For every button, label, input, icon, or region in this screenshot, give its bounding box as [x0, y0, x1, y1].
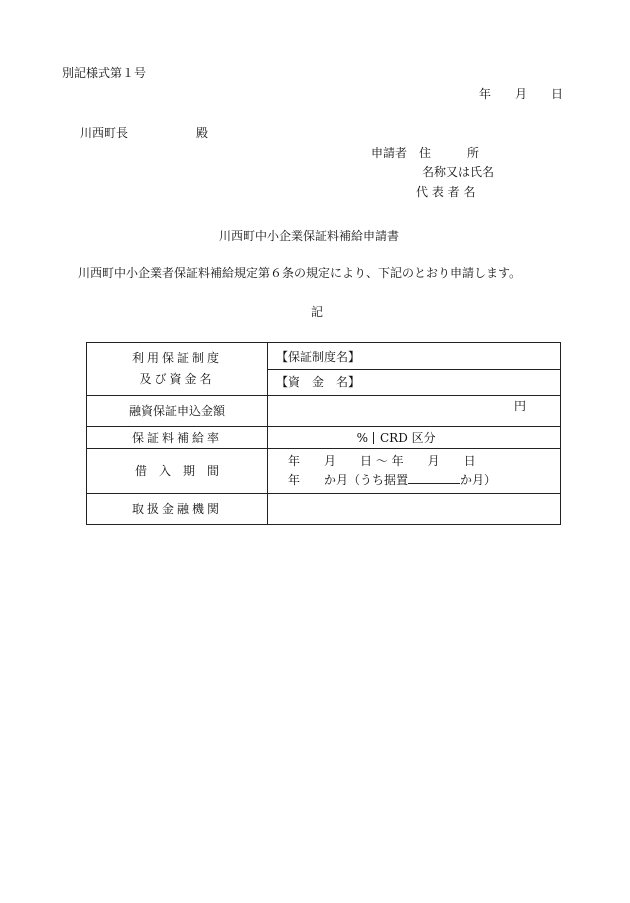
subsidy-rate-field[interactable] [268, 432, 374, 444]
form-number: 別記様式第１号 [62, 66, 147, 80]
row-loan-period [87, 449, 561, 494]
row-financial-institution [87, 494, 561, 525]
guarantee-system-value[interactable] [268, 343, 561, 396]
loan-amount-field[interactable] [268, 396, 561, 427]
loan-period-duration: 年 か月（うち据置 か月） [288, 473, 497, 487]
applicant-representative-label: 代 表 者 名 [416, 185, 476, 199]
fund-name-field[interactable]: 【資 金 名】 [268, 369, 560, 394]
application-table [86, 342, 561, 525]
percent-unit: % [356, 430, 368, 445]
addressee-name: 川西町長 [80, 126, 129, 140]
crd-category-field[interactable] [374, 432, 436, 444]
date-line: 年 月 日 [479, 87, 564, 101]
guarantee-system-label-line2: 及び資金名 [139, 372, 215, 386]
guarantee-system-label [87, 343, 268, 396]
row-guarantee-system [87, 343, 561, 396]
loan-amount-label: 融資保証申込金額 [87, 396, 268, 427]
crd-category-label: CRD 区分 [380, 430, 436, 445]
grace-period-blank[interactable] [408, 472, 460, 484]
loan-period-label: 借 入 期 間 [87, 449, 268, 494]
row-loan-amount [87, 396, 561, 427]
guarantee-system-name-field[interactable]: 【保証制度名】 [276, 349, 361, 364]
subsidy-rate-cell [268, 427, 561, 449]
applicant-name-label: 名称又は氏名 [422, 165, 495, 179]
applicant-address-label: 申請者 住 所 [371, 146, 480, 160]
financial-institution-field[interactable] [268, 494, 561, 525]
row-subsidy-rate [87, 427, 561, 449]
financial-institution-label: 取扱金融機関 [87, 494, 268, 525]
loan-period-dates: 年 月 日 ～ 年 月 日 [288, 454, 476, 468]
addressee-honorific: 殿 [196, 126, 209, 140]
loan-period-field[interactable] [268, 449, 561, 494]
yen-unit: 円 [513, 399, 526, 413]
subsidy-rate-label: 保証料補給率 [87, 427, 268, 449]
guarantee-system-label-line1: 利用保証制度 [131, 351, 222, 365]
document-body: 川西町中小企業者保証料補給規定第６条の規定により、下記のとおり申請します。 [78, 266, 522, 280]
ki-label: 記 [311, 305, 324, 319]
document-title: 川西町中小企業保証料補給申請書 [219, 229, 400, 243]
